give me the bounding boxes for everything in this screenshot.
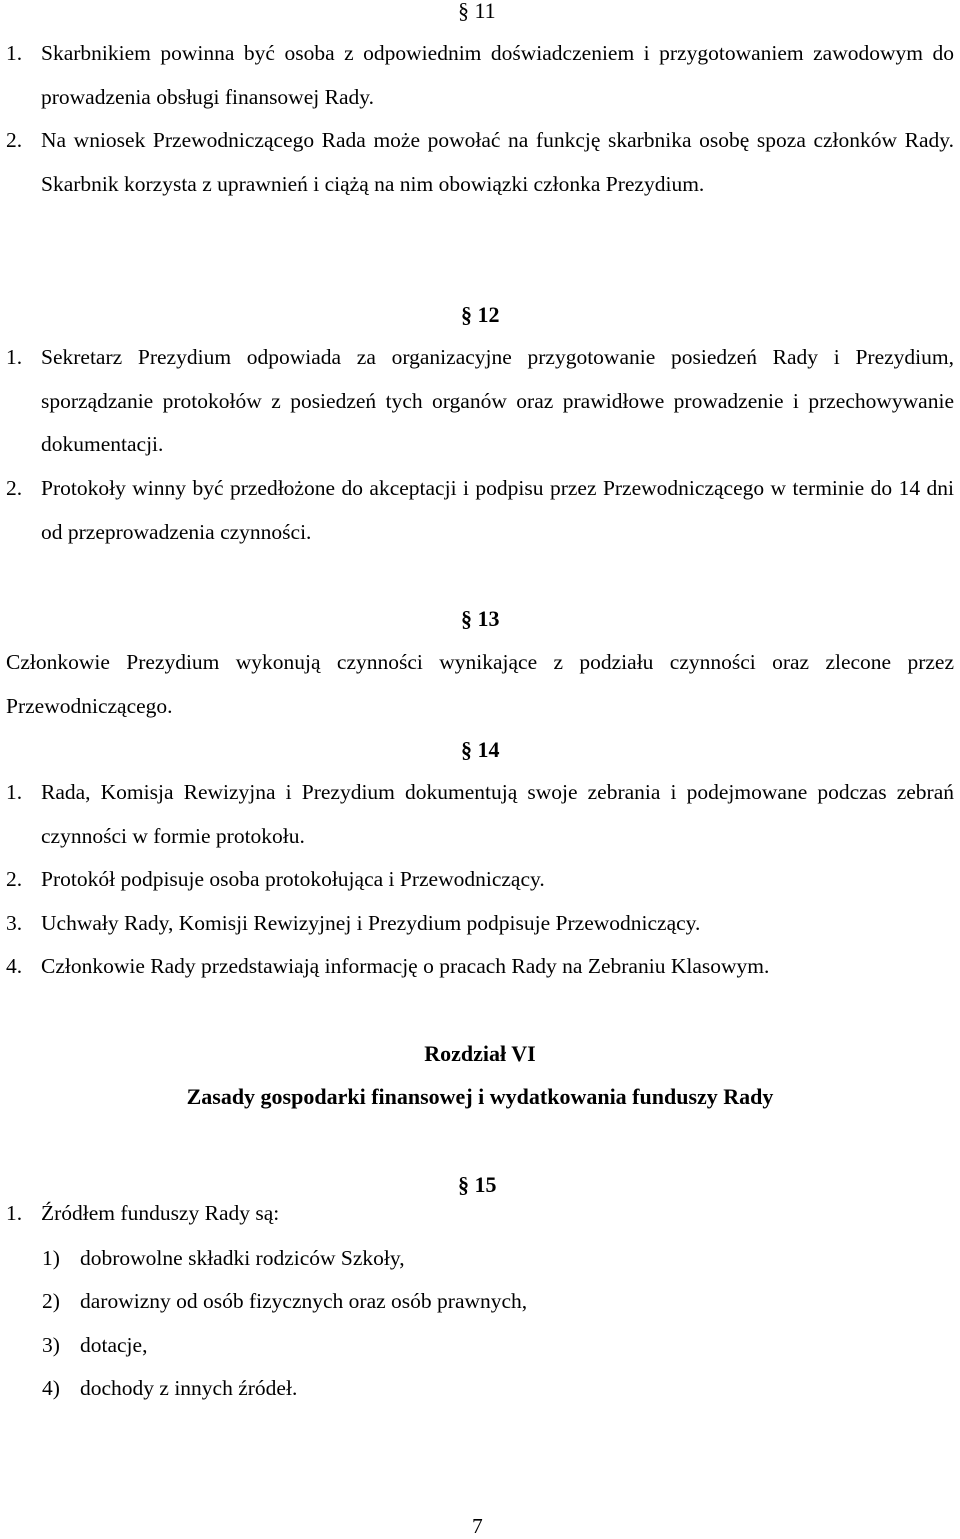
section-11-item-2: [6, 119, 954, 206]
item-text: Członkowie Rady przedstawiają informację o pracach Rady na Zebraniu Klasowym.: [41, 954, 770, 978]
section-11-item-1: [6, 32, 954, 119]
section-13-text: [6, 641, 954, 728]
item-number: 3.: [6, 911, 23, 935]
item-number: 2.: [6, 867, 23, 891]
list-marker: 4): [42, 1376, 60, 1400]
item-number: 1.: [6, 780, 23, 804]
section-13-mark: § 13: [461, 606, 500, 631]
list-item: [42, 1376, 297, 1401]
section-14-item-1: [6, 771, 954, 858]
section-15-item-1: [6, 1192, 954, 1236]
item-number: 1.: [6, 345, 23, 369]
list-marker: 3): [42, 1333, 60, 1357]
item-text: Rada, Komisja Rewizyjna i Prezydium dokumentują swoje zebrania i podejmowane podczas zebrań czynności w formie protokołu.: [41, 780, 954, 848]
item-text: Źródłem funduszy Rady są:: [41, 1201, 280, 1225]
section-12-item-2: [6, 467, 954, 554]
item-text: Protokoły winny być przedłożone do akceptacji i podpisu przez Przewodniczącego w terminie do 14 dni od przeprowadzenia czynności.: [41, 476, 954, 544]
section-14-item-4: [6, 945, 954, 989]
list-item: [42, 1289, 527, 1314]
section-14-item-2: [6, 858, 954, 902]
list-text: dobrowolne składki rodziców Szkoły,: [80, 1246, 405, 1270]
list-item: [42, 1333, 147, 1358]
item-number: 4.: [6, 954, 23, 978]
item-text: Na wniosek Przewodniczącego Rada może powołać na funkcję skarbnika osobę spoza członków Rady. Skarbnik korzysta z uprawnień i ciążą na nim obowiązki członka Prezydium.: [41, 128, 954, 196]
section-12-item-1: [6, 336, 954, 467]
chapter-title: Rozdział VI: [424, 1041, 536, 1066]
list-text: dochody z innych źródeł.: [80, 1376, 298, 1400]
section-11-mark: § 11: [458, 0, 496, 23]
section-12-mark: § 12: [461, 302, 500, 327]
item-text: Sekretarz Prezydium odpowiada za organizacyjne przygotowanie posiedzeń Rady i Prezydium, sporządzanie protokołów z posiedzeń tych organów oraz prawidłowe prowadzenie i przechowywanie dokumentacji.: [41, 345, 954, 456]
list-text: darowizny od osób fizycznych oraz osób prawnych,: [80, 1289, 528, 1313]
section-15-mark: § 15: [458, 1172, 497, 1197]
item-number: 1.: [6, 1201, 23, 1225]
list-marker: 2): [42, 1289, 60, 1313]
paragraph-text: Członkowie Prezydium wykonują czynności wynikające z podziału czynności oraz zlecone przez Przewodniczącego.: [6, 650, 954, 718]
item-number: 2.: [6, 476, 23, 500]
section-14-item-3: [6, 902, 954, 946]
item-text: Skarbnikiem powinna być osoba z odpowiednim doświadczeniem i przygotowaniem zawodowym do prowadzenia obsługi finansowej Rady.: [41, 41, 954, 109]
item-text: Protokół podpisuje osoba protokołująca i Przewodniczący.: [41, 867, 545, 891]
item-text: Uchwały Rady, Komisji Rewizyjnej i Prezydium podpisuje Przewodniczący.: [41, 911, 701, 935]
list-text: dotacje,: [80, 1333, 148, 1357]
item-number: 1.: [6, 41, 23, 65]
page-number: 7: [472, 1514, 483, 1538]
list-item: [42, 1246, 405, 1271]
section-14-mark: § 14: [461, 737, 500, 762]
item-number: 2.: [6, 128, 23, 152]
chapter-subtitle: Zasady gospodarki finansowej i wydatkowania funduszy Rady: [186, 1084, 774, 1109]
list-marker: 1): [42, 1246, 60, 1270]
